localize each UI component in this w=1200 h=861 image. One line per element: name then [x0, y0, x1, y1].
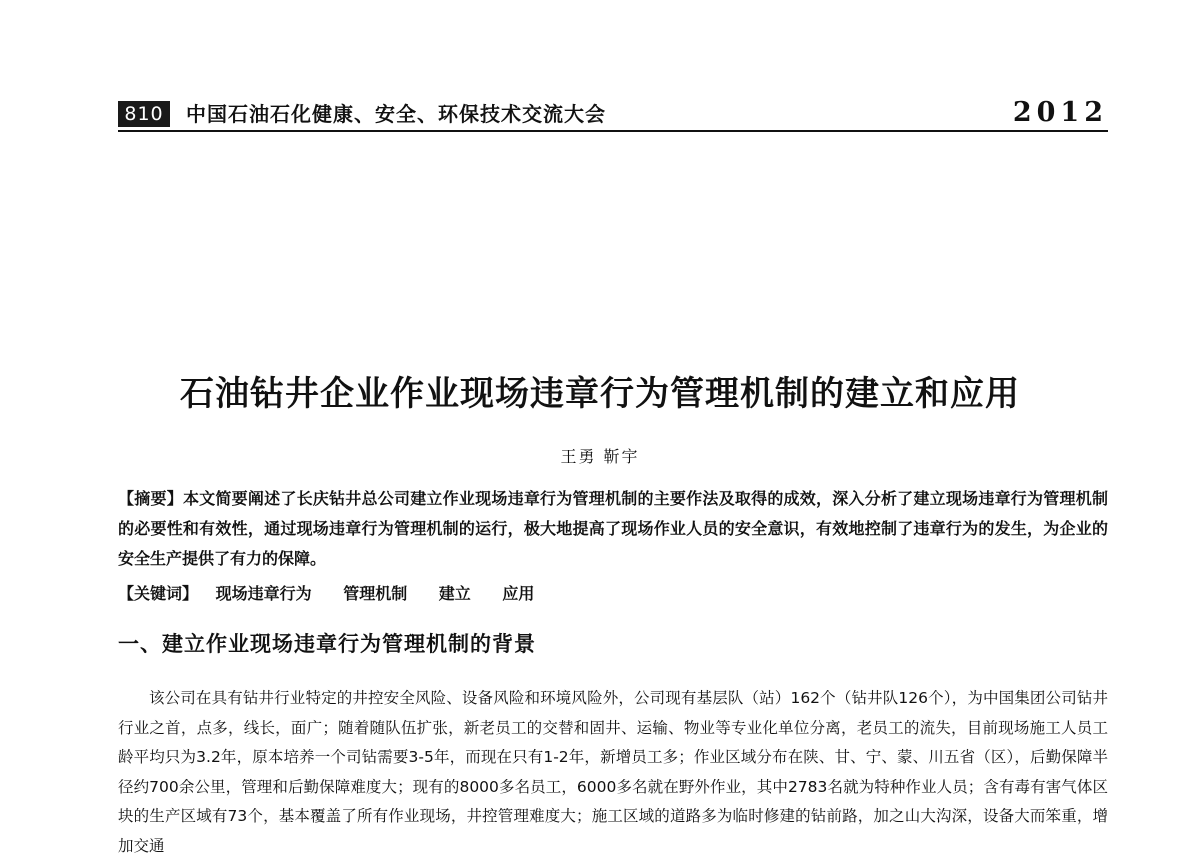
keyword: 管理机制	[343, 584, 408, 603]
section-heading: 一、建立作业现场违章行为管理机制的背景	[118, 632, 536, 656]
abstract	[118, 484, 1108, 574]
page-number: 810	[118, 101, 170, 127]
keyword: 应用	[502, 584, 535, 603]
keywords	[118, 580, 1108, 608]
article-authors: 王勇 靳宇	[560, 447, 640, 466]
keyword: 建立	[438, 584, 471, 603]
abstract-label: 【摘要】	[118, 489, 183, 508]
keyword: 现场违章行为	[215, 584, 312, 603]
keywords-label: 【关键词】	[118, 584, 199, 603]
article-title: 石油钻井企业作业现场违章行为管理机制的建立和应用	[180, 374, 1020, 414]
body-paragraph: 该公司在具有钻井行业特定的井控安全风险、设备风险和环境风险外，公司现有基层队（站）162个（钻井队126个），为中国集团公司钻井行业之首，点多，线长，面广；随着随队伍扩张，新老员工的交替和固井、运输、物业等专业化单位分离，老员工的流失，目前现场施工人员工龄平均只为3.2年，原本培养一个司钻需要3-5年，而现在只有1-2年，新增员工多；作业区域分布在陕、甘、宁、蒙、川五省（区），后勤保障半径约700余公里，管理和后勤保障难度大；现有的8000多名员工，6000多名就在野外作业，其中2783名就为特种作业人员；含有毒有害气体区块的生产区域有73个，基本覆盖了所有作业现场，井控管理难度大；施工区域的道路多为临时修建的钻前路，加之山大沟深，设备大而笨重，增加交通	[118, 689, 1108, 855]
page-header	[118, 96, 1108, 132]
abstract-text: 本文简要阐述了长庆钻井总公司建立作业现场违章行为管理机制的主要作法及取得的成效，深入分析了建立现场违章行为管理机制的必要性和有效性，通过现场违章行为管理机制的运行，极大地提高了现场作业人员的安全意识，有效地控制了违章行为的发生，为企业的安全生产提供了有力的保障。	[118, 489, 1108, 568]
conference-name: 中国石油石化健康、安全、环保技术交流大会	[186, 102, 606, 126]
conference-year: 2012	[1012, 97, 1108, 128]
header-rule	[118, 130, 1108, 132]
